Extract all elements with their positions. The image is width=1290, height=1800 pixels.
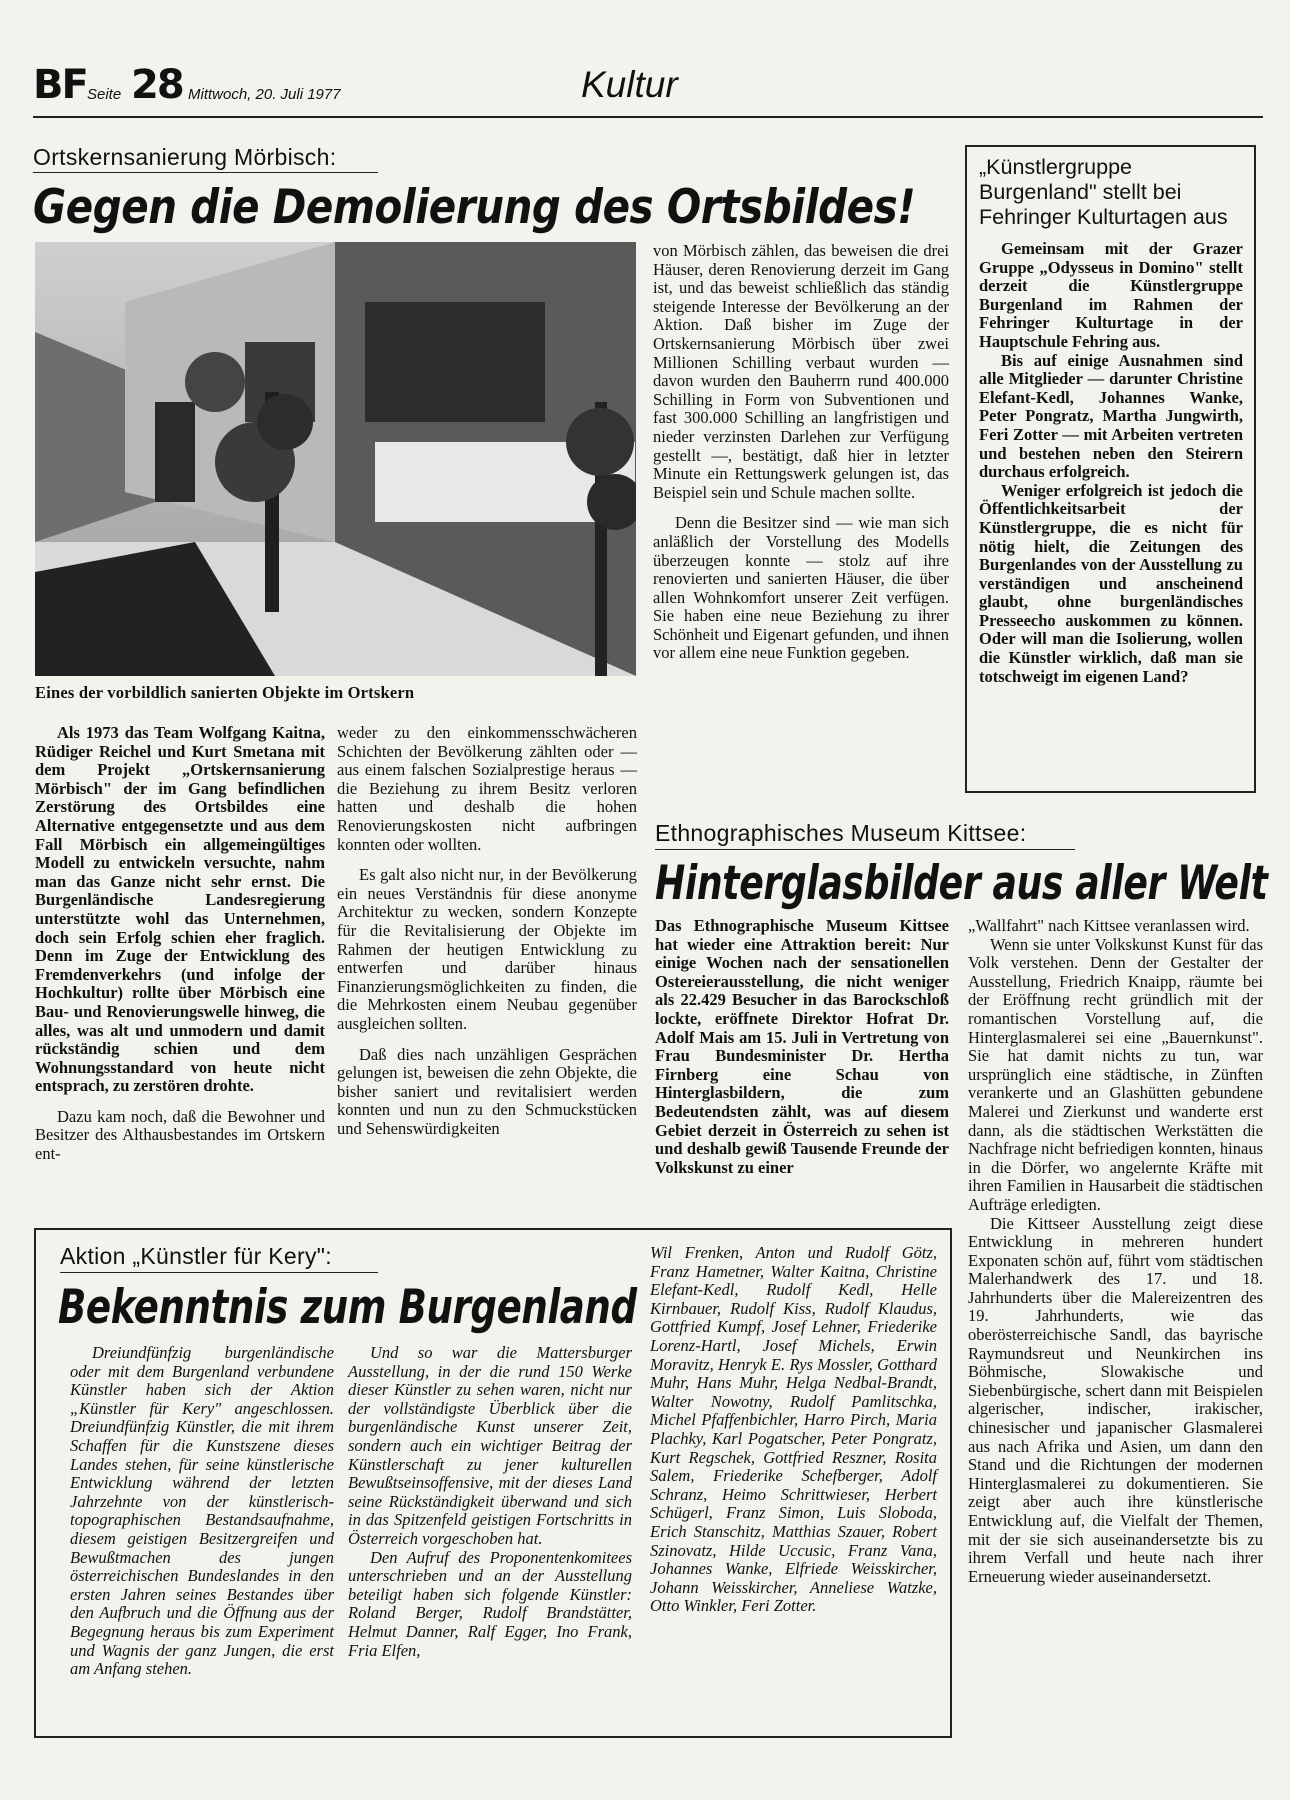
article1-headline: Gegen die Demolierung des Ortsbildes! xyxy=(33,180,916,235)
sidebar-box xyxy=(965,145,1256,793)
article3-column-2 xyxy=(348,1344,632,1660)
paragraph: „Wallfahrt" nach Kittsee veranlassen wird. xyxy=(968,916,1250,935)
paragraph: Gemeinsam mit der Grazer Gruppe „Odysseus in Domino" stellt derzeit die Künstlergruppe Burgenland im Rahmen der Fehringer Kulturtage in der Hauptschule Fehring aus. xyxy=(979,239,1243,351)
paragraph: Die Kittseer Ausstellung zeigt diese Entwicklung in mehreren hundert Exponaten schön auf, führt vom städtischen Malerhandwerk des 17. und 18. Jahrhunderts über die Malereizentren des 19. Jahrhunderts, wie das oberösterreichische Sandl, das bayrische Raymundsreut und Neunkirchen ins Böhmische, Slowakische und Siebenbürgische, schert dann mit Beispielen algerischer, indischer, irakischer, chinesischer und japanischer Glasmalerei aus nach Afrika und Asien, um dann den Stand und die Richtungen der modernen Hinterglasmalerei zu dokumentieren. Sie zeigt aber auch ihre künstlerische Entwicklung auf, die Vielfalt der Themen, mit der sie sich auseinandersetzte bis zu ihrem Verfall und heute nach ihrer Erneuerung wieder auseinandersetzt. xyxy=(968,1213,1263,1586)
paragraph: von Mörbisch zählen, das beweisen die drei Häuser, deren Renovierung derzeit im Gang ist, und das beweist schließlich das ständig steigende Interesse der Bevölkerung an der Aktion. Daß bisher im Zuge der Ortskernsanierung Mörbisch über zwei Millionen Schilling verbaut wurden — davon wurden den Bauherrn rund 400.000 Schilling in Form von Subventionen und fast 300.000 Schilling an langfristigen und nieder verzinsten Darlehen zur Verfügung gestellt —, bestätigt, daß hier in letzter Minute ein Rettungswerk gelungen ist, das Beispiel sein und Schule machen sollte. xyxy=(653,241,949,502)
article1-column-2 xyxy=(337,724,637,1138)
masthead-rule xyxy=(33,116,1263,118)
masthead-section: Kultur xyxy=(581,64,678,105)
masthead-logo: BF xyxy=(33,62,87,108)
article2-column-1 xyxy=(655,917,949,1177)
article3-headline: Bekenntnis zum Burgenland xyxy=(58,1280,637,1335)
masthead xyxy=(33,62,1263,112)
paragraph: Wil Frenken, Anton und Rudolf Götz, Franz Hametner, Walter Kaitna, Christine Elefant-Kedl, Rudolf Kedl, Helle Kirnbauer, Rudolf Kiss, Rudolf Klaudus, Gottfried Kumpf, Josef Lehner, Friederike Lorenz-Hartl, Josef Michels, Erwin Moravitz, Henryk E. Rys Mossler, Gotthard Muhr, Hans Muhr, Helga Nedbal-Brandt, Walter Nowotny, Rudolf Pamlitschka, Michel Pfaffenbichler, Harro Pirch, Maria Plachky, Karl Pogatscher, Peter Pongratz, Kurt Regschek, Gottfried Reszner, Rosita Salem, Friederike Schefberger, Adolf Schranz, Heimo Schrittwieser, Herbert Schügerl, Franz Simon, Luis Sloboda, Erich Stanschitz, Matthias Szauer, Robert Szinovatz, Hilde Uccusic, Franz Vana, Johannes Wanke, Elfriede Weisskircher, Johann Weisskircher, Anneliese Watzke, Otto Winkler, Feri Zotter. xyxy=(650,1243,937,1616)
paragraph: Es galt also nicht nur, in der Bevölkerung ein neues Verständnis für diese anonyme Architektur zu wecken, sondern Konzepte für die Revitalisierung der Objekte im Rahmen der heutigen Entwicklung zu entwerfen und darüber hinaus Finanzierungsmöglichkeiten zu finden, die die Mehrkosten einem Neubau gegenüber ausgleichen sollten. xyxy=(337,865,637,1033)
article1-photo-caption: Eines der vorbildlich sanierten Objekte im Ortskern xyxy=(35,683,415,702)
paragraph: Weniger erfolgreich ist jedoch die Öffentlichkeitsarbeit der Künstlergruppe, die es nicht für nötig hielt, die Zeitungen des Burgenlandes von der Ausstellung zu verständigen und anscheinend glaubt, ohne burgenländisches Presseecho auskommen zu können. Oder will man die Isolierung, wollen die Künstler wirklich, daß man sie totschweigt im eigenen Land? xyxy=(979,480,1243,686)
article2-headline: Hinterglasbilder aus aller Welt xyxy=(655,856,1268,911)
paragraph: Und so war die Mattersburger Ausstellung, in der die rund 150 Werke dieser Künstler zu sehen waren, nicht nur der vollständigste Überblick über die burgenländische Kunst unserer Zeit, sondern auch ein wichtiger Beitrag der Künstlerschaft zu jener kulturellen Bewußtseinsoffensive, mit der dieses Land seine Rückständigkeit überwand und sich in das Spitzenfeld geistigen Fortschritts in Österreich vorgeschoben hat. xyxy=(348,1343,632,1548)
masthead-page-number: 28 xyxy=(131,62,183,108)
article3-column-1 xyxy=(70,1344,334,1679)
article3-kicker-rule xyxy=(60,1272,378,1273)
article3-column-3 xyxy=(650,1244,937,1616)
paragraph: Wenn sie unter Volkskunst Kunst für das Volk verstehen. Denn der Gestalter der Ausstellung, Friedrich Knaipp, räumte bei der Eröffnung recht gründlich mit der romantischen Vorstellung auf, die Hinterglasmalerei sei eine „Bauernkunst". Sie hat damit nichts zu tun, war ursprünglich eine städtische, in Zünften verankerte und an Glashütten gebundene Malerei und Zierkunst und wanderte erst dann, als die städtischen Werkstätten die Nachfrage nicht befriedigen konnten, hinaus in die Dörfer, wo angelernte Kräfte mit ihren Familien in Hausarbeit die städtischen Aufträge erledigten. xyxy=(968,934,1263,1214)
sidebar-body xyxy=(979,240,1243,686)
paragraph: Dazu kam noch, daß die Bewohner und Besitzer des Althausbestandes im Ortskern ent- xyxy=(35,1106,325,1164)
paragraph: Als 1973 das Team Wolfgang Kaitna, Rüdiger Reichel und Kurt Smetana mit dem Projekt „Ortskernsanierung Mörbisch" der im Gang befindlichen Zerstörung des Ortsbildes eine Alternative entgegensetzte und aus dem Fall Mörbisch ein allgemeingültiges Modell zu entwickeln versuchte, nahm man das Ganze nicht sehr ernst. Die Burgenländische Landesregierung unterstützte wohl das Unternehmen, doch sein Erfolg schien eher fraglich. Denn im Zuge der Entwicklung des Fremdenverkehrs (und infolge der Hochkultur) rollte über Mörbisch eine Bau- und Renovierungswelle hinweg, die alles, was alt und unmodern und damit rückständig schien und dem Wohnungsstandard von heute nicht entsprach, zu zerstören drohte. xyxy=(35,723,325,1096)
article1-kicker: Ortskernsanierung Mörbisch: xyxy=(33,144,337,170)
paragraph: Denn die Besitzer sind — wie man sich anläßlich der Vorstellung des Modells überzeugen konnte — stolz auf ihre renovierten und sanierten Häuser, die über allen Wohnkomfort unserer Zeit verfügen. Sie haben eine neue Beziehung zu ihrer Schönheit und Eigenart gefunden, und ihnen vor allem eine neue Funktion gegeben. xyxy=(653,513,949,663)
sidebar-headline: „Künstlergruppe Burgenland" stellt bei Fehringer Kulturtagen aus xyxy=(979,155,1228,229)
paragraph: Dreiundfünfzig burgenländische oder mit dem Burgenland verbundene Künstler haben sich der Aktion „Künstler für Kery" angeschlossen. Dreiundfünfzig Künstler, die mit ihrem Schaffen für die Kunstszene dieses Landes stehen, für seine künstlerische Entwicklung während der letzten Jahrzehnte von der künstlerisch-topographischen Bestandsaufnahme, diesem geistigen Besitzergreifen und Bewußtmachen des jungen österreichischen Bundeslandes in den ersten Jahren seines Bestandes über den Aufbruch und die Öffnung aus der Begegnung heraus bis zum Experiment und Wagnis der ganz Jungen, die erst am Anfang stehen. xyxy=(70,1343,334,1679)
article1-kicker-rule xyxy=(33,172,378,173)
street-scene-image xyxy=(35,242,636,676)
paragraph: weder zu den einkommensschwächeren Schichten der Bevölkerung zählten oder — aus einem falschen Sozialprestige heraus — die Beziehung zu ihrem Besitz verloren hatten und deshalb die hohen Renovierungskosten nicht aufbringen konnten oder wollten. xyxy=(337,723,637,854)
article2-kicker-rule xyxy=(655,849,1075,850)
article2-column-2 xyxy=(968,917,1263,1586)
article1-column-3 xyxy=(653,242,949,663)
paragraph: Den Aufruf des Proponentenkomitees unterschrieben und an der Ausstellung beteiligt haben sich folgende Künstler: Roland Berger, Rudolf Brandstätter, Helmut Danner, Ralf Egger, Ino Frank, Fria Elfen, xyxy=(348,1547,632,1660)
article3-kicker: Aktion „Künstler für Kery": xyxy=(60,1243,332,1269)
paragraph: Das Ethnographische Museum Kittsee hat wieder eine Attraktion bereit: Nur einige Wochen nach der sensationellen Ostereierausstellung, die nicht weniger als 22.429 Besucher in das Barockschloß lockte, eröffnete Direktor Hofrat Dr. Adolf Mais am 15. Juli in Vertretung von Frau Bundesminister Dr. Hertha Firnberg eine Schau von Hinterglasbildern, die zum Bedeutendsten zählt, was auf diesem Gebiet derzeit in Österreich zu sehen ist und deshalb gewiß Tausende Freunde der Volkskunst zu einer xyxy=(655,916,949,1177)
masthead-date: Mittwoch, 20. Juli 1977 xyxy=(188,86,341,103)
article2-kicker: Ethnographisches Museum Kittsee: xyxy=(655,820,1027,846)
article1-column-1 xyxy=(35,724,325,1164)
article1-photo xyxy=(35,242,636,676)
paragraph: Bis auf einige Ausnahmen sind alle Mitglieder — darunter Christine Elefant-Kedl, Johannes Wanke, Peter Pongratz, Martha Jungwirth, Feri Zotter — mit Arbeiten vertreten und bestehen neben den Steirern durchaus erfolgreich. xyxy=(979,350,1243,482)
masthead-seite-label: Seite xyxy=(87,86,122,103)
paragraph: Daß dies nach unzähligen Gesprächen gelungen ist, beweisen die zehn Objekte, die bisher saniert und revitalisiert werden konnten und nun zu den Schmuckstücken und Sehenswürdigkeiten xyxy=(337,1044,637,1138)
